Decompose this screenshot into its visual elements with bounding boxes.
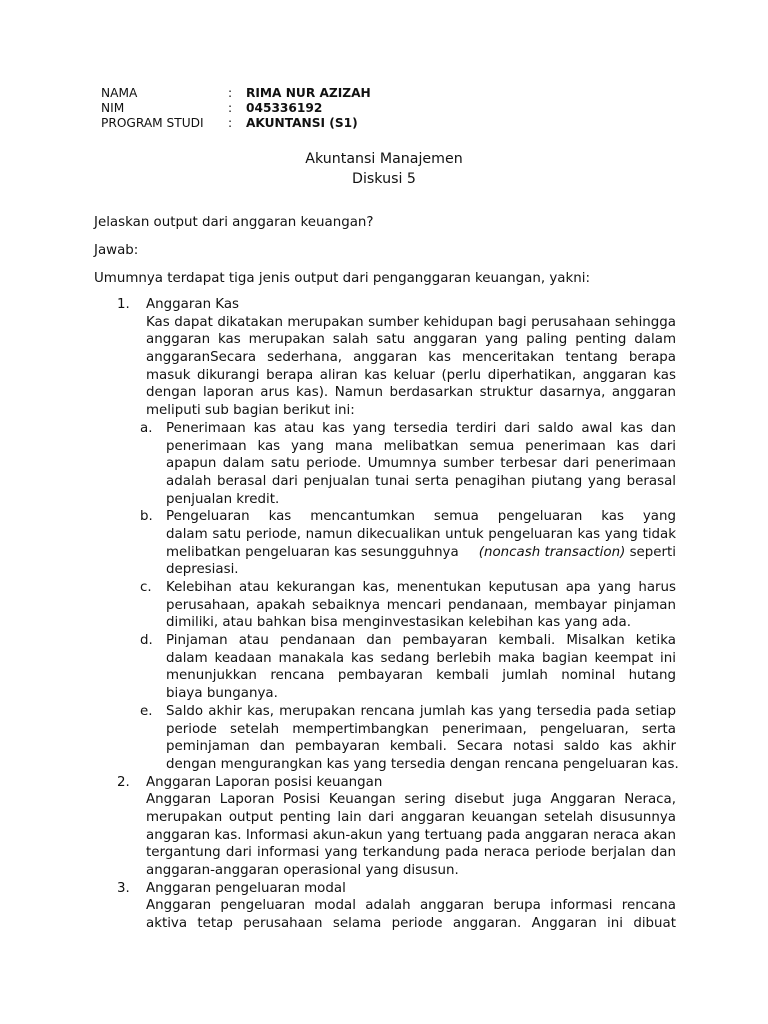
paragraph-line: apapun dalam satu periode. Umumnya sumber terbesar dari penerimaan [166,456,676,472]
paragraph-line: Kas dapat dikatakan merupakan sumber kehidupan bagi perusahaan sehingga [146,314,676,330]
identity-value: 045336192 [246,101,323,115]
sub-letter: e. [140,703,153,719]
paragraph-line: tergantung dari informasi yang terkandung pada neraca periode berjalan dan [146,845,676,861]
paragraph-line: dalam satu periode, namun dikecualikan untuk pengeluaran kas yang tidak [166,526,676,542]
paragraph-line: dalam keadaan manakala kas sedang berlebih maka bagian keempat ini [166,650,676,666]
paragraph-line: dengan laporan arus kas). Namun berdasarkan struktur dasarnya, anggaran [146,385,676,401]
paragraph-line: biaya bunganya. [166,686,278,702]
sub-letter: b. [140,509,153,525]
answer-label: Jawab: [94,243,139,258]
paragraph-line: meliputi sub bagian berikut ini: [146,403,355,419]
identity-label: NAMA [101,86,138,100]
paragraph-line: peminjaman dan pembayaran kembali. Secara notasi saldo kas akhir [166,739,676,755]
sub-item-b [94,508,676,579]
list-item-title: Anggaran Kas [146,297,240,312]
paragraph-line: Penerimaan kas atau kas yang tersedia terdiri dari saldo awal kas dan [166,420,676,436]
paragraph-line: penjualan kredit. [166,491,280,507]
paragraph-line: Saldo akhir kas, merupakan rencana jumlah kas yang tersedia pada setiap [166,703,676,719]
list-number: 2. [117,774,130,790]
sub-letter: a. [140,420,153,436]
sub-letter: d. [140,633,153,649]
list-item-anggaran-kas [94,296,679,774]
paragraph-line: anggaran kas. Informasi akun-akun yang tertuang pada anggaran neraca akan [146,827,676,843]
line-start: melibatkan pengeluaran kas sesungguhnya [166,544,459,560]
paragraph-line: Kelebihan atau kekurangan kas, menentukan keputusan apa yang harus [166,580,676,595]
paragraph-line: Anggaran pengeluaran modal adalah anggaran berupa informasi rencana [146,898,676,914]
sub-item-d [94,632,676,703]
paragraph-line: anggaranSecara sederhana, anggaran kas menceritakan tentang berapa [146,350,676,366]
intro-text: Umumnya terdapat tiga jenis output dari penganggaran keuangan, yakni: [94,271,590,286]
paragraph-line: anggaran-anggaran operasional yang disusun. [146,863,459,878]
output-list [94,296,679,933]
list-item-title: Anggaran Laporan posisi keuangan [146,774,383,790]
list-item-anggaran-laporan-posisi-keuangan [94,774,676,880]
line-tail: seperti [625,544,676,560]
document-title: Akuntansi Manajemen [305,151,463,167]
paragraph-line: Pengeluaran kas mencantumkan semua pengeluaran kas yang [166,509,676,525]
paragraph-line: perusahaan, apakah sebaiknya mencari pendanaan, membayar pinjaman [166,597,676,613]
list-item-title: Anggaran pengeluaran modal [146,880,346,896]
line-end [479,544,676,562]
paragraph-line: Anggaran Laporan Posisi Keuangan sering disebut juga Anggaran Neraca, [146,792,676,808]
paragraph-line: periode setelah mempertimbangkan penerimaan, pengeluaran, serta [166,721,676,737]
paragraph-line: penerimaan kas yang mana melibatkan semua penerimaan kas dari [166,438,676,454]
identity-label: NIM [101,101,125,115]
paragraph-line: masuk dikurangi berapa aliran kas keluar (perlu diperhatikan, anggaran kas [146,367,676,383]
paragraph-line: Pinjaman atau pendanaan dan pembayaran kembali. Misalkan ketika [166,633,676,649]
identity-colon: : [228,101,233,115]
list-item-anggaran-pengeluaran-modal [94,880,676,933]
identity-colon: : [228,86,233,100]
paragraph-line: aktiva tetap perusahaan selama periode anggaran. Anggaran ini dibuat [146,916,676,932]
paragraph-line-mixed [166,544,676,562]
question-text: Jelaskan output dari anggaran keuangan? [94,215,374,230]
italic-term: (noncash transaction) [478,544,626,560]
paragraph-line: merupakan output penting lain dari anggaran keuangan setelah disusunnya [146,809,676,825]
sub-item-c [94,579,676,632]
paragraph-line: depresiasi. [166,562,239,578]
paragraph-line: menunjukkan rencana pembayaran kembali jumlah nominal hutang [166,668,676,684]
document-subtitle: Diskusi 5 [352,171,416,187]
identity-colon: : [228,116,233,130]
sub-item-a [94,420,676,508]
paragraph-line: anggaran kas merupakan salah satu anggaran yang paling penting dalam [146,332,676,348]
sub-item-e [94,703,679,774]
sub-letter: c. [140,580,152,595]
paragraph-line: dimiliki, atau bahkan bisa menginvestasikan kelebihan kas yang ada. [166,615,632,631]
list-number: 3. [117,880,130,896]
paragraph-line: dengan mengurangkan kas yang tersedia dengan rencana pengeluaran kas. [166,756,679,772]
identity-value: RIMA NUR AZIZAH [246,86,371,100]
identity-label: PROGRAM STUDI [101,116,204,130]
list-number: 1. [117,297,130,312]
identity-value: AKUNTANSI (S1) [246,116,358,130]
paragraph-line: adalah berasal dari penjualan tunai serta penagihan piutang yang berasal [166,473,676,489]
